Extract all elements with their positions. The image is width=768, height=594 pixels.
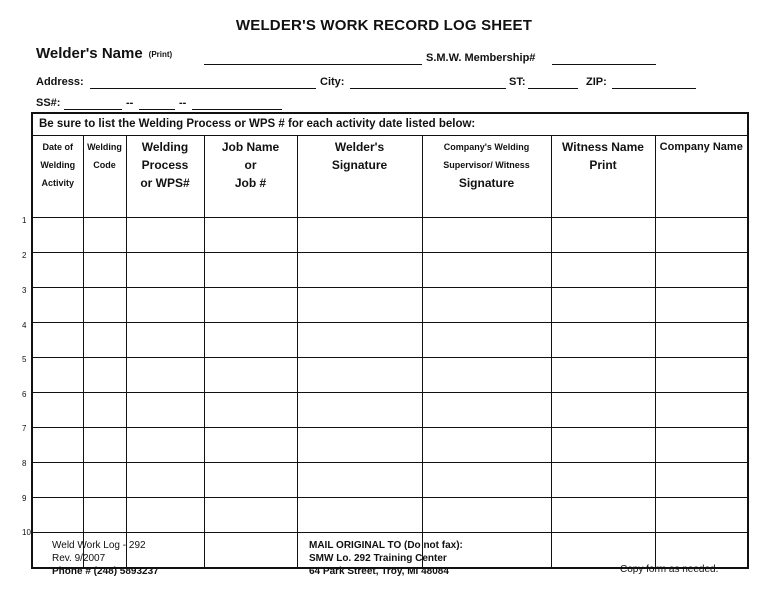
table-cell[interactable] bbox=[655, 498, 748, 533]
table-cell[interactable] bbox=[32, 253, 83, 288]
ss-field-part1[interactable] bbox=[64, 109, 122, 110]
row-number: 2 bbox=[22, 251, 27, 260]
row-number: 7 bbox=[22, 424, 27, 433]
state-field[interactable] bbox=[528, 88, 578, 89]
zip-field[interactable] bbox=[612, 88, 696, 89]
table-cell[interactable] bbox=[422, 393, 551, 428]
ss-separator-1: -- bbox=[126, 97, 134, 109]
table-row bbox=[32, 218, 748, 253]
table-cell[interactable] bbox=[422, 323, 551, 358]
col-company-name: Company Name bbox=[655, 136, 748, 218]
row-number: 9 bbox=[22, 494, 27, 503]
table-cell[interactable] bbox=[655, 358, 748, 393]
work-record-table bbox=[31, 112, 749, 569]
address-field[interactable] bbox=[90, 88, 316, 89]
table-cell[interactable] bbox=[204, 498, 297, 533]
table-cell[interactable] bbox=[83, 428, 126, 463]
form-title: WELDER'S WORK RECORD LOG SHEET bbox=[235, 17, 533, 34]
table-cell[interactable] bbox=[655, 323, 748, 358]
table-cell[interactable] bbox=[422, 288, 551, 323]
table-cell[interactable] bbox=[551, 428, 655, 463]
membership-field[interactable] bbox=[552, 64, 656, 65]
table-cell[interactable] bbox=[126, 358, 204, 393]
footer-mail bbox=[309, 539, 463, 578]
table-cell[interactable] bbox=[297, 253, 422, 288]
footer-left bbox=[52, 539, 159, 578]
table-cell[interactable] bbox=[655, 428, 748, 463]
ss-field-part3[interactable] bbox=[192, 109, 282, 110]
mail-address: 64 Park Street, Troy, MI 48084 bbox=[309, 566, 449, 577]
table-cell[interactable] bbox=[655, 393, 748, 428]
ss-field-part2[interactable] bbox=[139, 109, 175, 110]
col-witness-name: Witness Name Print bbox=[551, 136, 655, 218]
table-cell[interactable] bbox=[32, 288, 83, 323]
table-cell[interactable] bbox=[126, 463, 204, 498]
table-cell[interactable] bbox=[204, 393, 297, 428]
table-cell[interactable] bbox=[551, 358, 655, 393]
table-cell[interactable] bbox=[126, 498, 204, 533]
membership-label: S.M.W. Membership# bbox=[426, 52, 536, 64]
table-cell[interactable] bbox=[297, 288, 422, 323]
col-welding-process: Welding Process or WPS# bbox=[126, 136, 204, 218]
table-cell[interactable] bbox=[297, 323, 422, 358]
copy-note: Copy form as needed. bbox=[620, 564, 719, 575]
table-row bbox=[32, 463, 748, 498]
row-number: 5 bbox=[22, 355, 27, 364]
table-cell[interactable] bbox=[297, 463, 422, 498]
table-cell[interactable] bbox=[83, 253, 126, 288]
row-number: 4 bbox=[22, 321, 27, 330]
table-cell[interactable] bbox=[126, 288, 204, 323]
table-cell[interactable] bbox=[126, 253, 204, 288]
table-cell[interactable] bbox=[83, 498, 126, 533]
col-welding-code: Welding Code bbox=[83, 136, 126, 218]
ss-label: SS#: bbox=[36, 97, 61, 109]
table-cell[interactable] bbox=[655, 288, 748, 323]
table-cell[interactable] bbox=[551, 498, 655, 533]
table-cell[interactable] bbox=[126, 323, 204, 358]
row-number: 10 bbox=[22, 528, 31, 537]
row-number: 8 bbox=[22, 459, 27, 468]
table-row bbox=[32, 393, 748, 428]
header-row bbox=[32, 136, 748, 218]
welder-name-field[interactable] bbox=[204, 64, 422, 65]
table-cell[interactable] bbox=[32, 393, 83, 428]
table-cell[interactable] bbox=[126, 393, 204, 428]
table-cell[interactable] bbox=[204, 428, 297, 463]
table-row bbox=[32, 428, 748, 463]
instructions-row: Be sure to list the Welding Process or WPS # for each activity date listed below: bbox=[32, 113, 748, 136]
table-cell[interactable] bbox=[551, 393, 655, 428]
table-cell[interactable] bbox=[32, 463, 83, 498]
col-date-of-welding-activity: Date of Welding Activity bbox=[32, 136, 83, 218]
table-cell[interactable] bbox=[297, 393, 422, 428]
city-label: City: bbox=[320, 76, 345, 88]
table-cell[interactable] bbox=[655, 463, 748, 498]
table-cell[interactable] bbox=[204, 323, 297, 358]
mail-org: SMW Lo. 292 Training Center bbox=[309, 553, 447, 564]
table-cell[interactable] bbox=[551, 323, 655, 358]
table-cell[interactable] bbox=[83, 358, 126, 393]
ss-separator-2: -- bbox=[179, 97, 187, 109]
table-cell[interactable] bbox=[204, 463, 297, 498]
welder-name-label bbox=[36, 45, 172, 62]
table-cell[interactable] bbox=[32, 428, 83, 463]
phone-number: Phone # (248) 5893237 bbox=[52, 566, 159, 577]
city-field[interactable] bbox=[350, 88, 506, 89]
table-cell[interactable] bbox=[32, 218, 83, 253]
col-welders-signature: Welder's Signature bbox=[297, 136, 422, 218]
col-supervisor-signature: Company's Welding Supervisor/ Witness Signature bbox=[422, 136, 551, 218]
table-row bbox=[32, 358, 748, 393]
table-cell[interactable] bbox=[655, 218, 748, 253]
table-cell[interactable] bbox=[204, 533, 297, 568]
table-row bbox=[32, 498, 748, 533]
table-cell[interactable] bbox=[126, 218, 204, 253]
form-revision: Rev. 9/2007 bbox=[52, 553, 106, 564]
table-row bbox=[32, 323, 748, 358]
table-cell[interactable] bbox=[32, 358, 83, 393]
row-number: 6 bbox=[22, 390, 27, 399]
table-cell[interactable] bbox=[204, 288, 297, 323]
table-cell[interactable] bbox=[297, 358, 422, 393]
table-cell[interactable] bbox=[83, 323, 126, 358]
table-cell[interactable] bbox=[204, 218, 297, 253]
col-job-name: Job Name or Job # bbox=[204, 136, 297, 218]
table-cell[interactable] bbox=[422, 358, 551, 393]
table-cell[interactable] bbox=[297, 218, 422, 253]
table-row bbox=[32, 253, 748, 288]
zip-label: ZIP: bbox=[586, 76, 607, 88]
table-cell[interactable] bbox=[551, 288, 655, 323]
table-cell[interactable] bbox=[655, 253, 748, 288]
table-cell[interactable] bbox=[297, 428, 422, 463]
table-cell[interactable] bbox=[83, 393, 126, 428]
table-cell[interactable] bbox=[297, 498, 422, 533]
table-row bbox=[32, 288, 748, 323]
table-cell[interactable] bbox=[204, 253, 297, 288]
table-cell[interactable] bbox=[126, 428, 204, 463]
row-number: 3 bbox=[22, 286, 27, 295]
form-id: Weld Work Log - 292 bbox=[52, 540, 146, 551]
table-cell[interactable] bbox=[422, 253, 551, 288]
table-cell[interactable] bbox=[422, 463, 551, 498]
table-cell[interactable] bbox=[422, 498, 551, 533]
row-number: 1 bbox=[22, 216, 27, 225]
table-cell[interactable] bbox=[422, 218, 551, 253]
table-cell[interactable] bbox=[551, 218, 655, 253]
table-cell[interactable] bbox=[83, 463, 126, 498]
table-cell[interactable] bbox=[204, 358, 297, 393]
address-label: Address: bbox=[36, 76, 84, 88]
table-cell[interactable] bbox=[551, 253, 655, 288]
table-cell[interactable] bbox=[32, 323, 83, 358]
table-cell[interactable] bbox=[422, 428, 551, 463]
mail-heading: MAIL ORIGINAL TO (Do not fax): bbox=[309, 540, 463, 551]
table-cell[interactable] bbox=[83, 288, 126, 323]
state-label: ST: bbox=[509, 76, 526, 88]
welder-name-print-hint: (Print) bbox=[148, 50, 173, 59]
welder-name-label-text: Welder's Name bbox=[36, 45, 143, 62]
table-cell[interactable] bbox=[83, 218, 126, 253]
table-cell[interactable] bbox=[551, 463, 655, 498]
table-cell[interactable] bbox=[32, 498, 83, 533]
